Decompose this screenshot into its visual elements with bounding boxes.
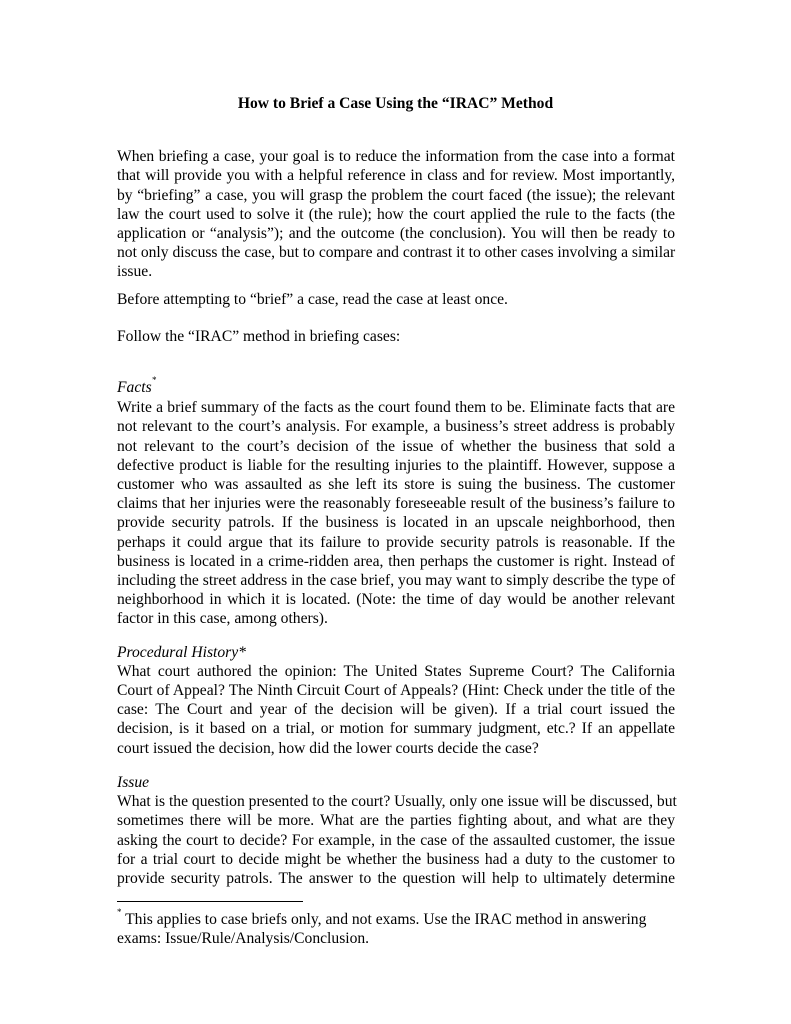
- text-line: customer who was assaulted as she left its store is suing the business. The customer: [117, 476, 675, 494]
- footnote: [117, 907, 675, 948]
- text-line: court issued the decision, how did the lower courts decide the case?: [117, 739, 539, 757]
- procedural-history-heading: Procedural History*: [117, 643, 246, 661]
- footnote-line: exams: Issue/Rule/Analysis/Conclusion.: [117, 930, 370, 948]
- text-line: Write a brief summary of the facts as the court found them to be. Eliminate facts that are: [117, 399, 675, 417]
- facts-heading: [117, 375, 675, 397]
- follow-paragraph: Follow the “IRAC” method in briefing cases:: [117, 327, 401, 345]
- issue-heading: Issue: [117, 773, 150, 791]
- text-line: factor in this case, among others).: [117, 610, 328, 628]
- document-title: How to Brief a Case Using the “IRAC” Method: [237, 95, 554, 112]
- text-line: What is the question presented to the court? Usually, only one issue will be discussed, but: [117, 793, 677, 811]
- text-line: by “briefing” a case, you will grasp the problem the court faced (the issue); the relevant: [117, 186, 675, 204]
- text-line: case: The Court and year of the decision will be given). If a trial court issued the: [117, 701, 675, 719]
- text-line: that will provide you with a helpful reference in class and for review. Most importantly,: [117, 167, 675, 185]
- footnote-marker: *: [151, 375, 157, 386]
- text-line: claims that her injuries were the reasonably foreseeable result of the business’s failure to: [117, 495, 675, 513]
- text-line: business is located in a crime-ridden area, then perhaps the customer is right. Instead of: [117, 552, 675, 570]
- text-line: When briefing a case, your goal is to reduce the information from the case into a format: [117, 148, 675, 166]
- text-line: provide security patrols. The answer to the question will help to ultimately determine: [117, 869, 675, 887]
- text-line: not relevant to the court’s decision of the issue of whether the business that sold a: [117, 437, 675, 455]
- footnote-marker: *: [117, 907, 122, 918]
- text-line: application or “analysis”); and the outcome (the conclusion). You will then be ready to: [117, 225, 675, 243]
- text-line: law the court used to solve it (the rule); how the court applied the rule to the facts (the: [117, 205, 675, 223]
- text-line: asking the court to decide? For example, in the case of the assaulted customer, the issue: [117, 831, 675, 849]
- procedural-history-paragraph: [117, 662, 675, 758]
- facts-heading-text: Facts: [117, 379, 152, 397]
- facts-paragraph: [117, 398, 675, 628]
- text-line: perhaps it could argue that its failure to provide security patrols is reasonable. If the: [117, 533, 675, 551]
- text-line: neighborhood in which it is located. (Note: the time of day would be another relevant: [117, 591, 675, 609]
- text-line: decision, is it based on a trial, or motion for summary judgment, etc.? If an appellate: [117, 720, 675, 738]
- footnote-line: This applies to case briefs only, and not exams. Use the IRAC method in answering: [121, 911, 647, 929]
- text-line: for a trial court to decide might be whether the business had a duty to the customer to: [117, 850, 675, 868]
- text-line: defective product is liable for the resulting injuries to the plaintiff. However, suppose a: [117, 456, 675, 474]
- text-line: not only discuss the case, but to compare and contrast it to other cases involving a similar: [117, 244, 676, 262]
- issue-paragraph: [117, 792, 675, 888]
- text-line: sometimes there will be more. What are the parties fighting about, and what are they: [117, 812, 675, 830]
- text-line: What court authored the opinion: The United States Supreme Court? The California: [117, 662, 675, 680]
- text-line: Court of Appeal? The Ninth Circuit Court of Appeals? (Hint: Check under the title of the: [117, 682, 675, 700]
- text-line: issue.: [117, 263, 153, 281]
- text-line: provide security patrols. If the business is located in an upscale neighborhood, then: [117, 514, 675, 532]
- text-line: not relevant to the court’s analysis. For example, a business’s street address is probably: [117, 418, 675, 436]
- before-paragraph: Before attempting to “brief” a case, read the case at least once.: [117, 290, 508, 308]
- text-line: including the street address in the case brief, you may want to simply describe the type of: [117, 572, 676, 590]
- intro-paragraph: [117, 147, 675, 281]
- footnote-divider: [117, 901, 303, 902]
